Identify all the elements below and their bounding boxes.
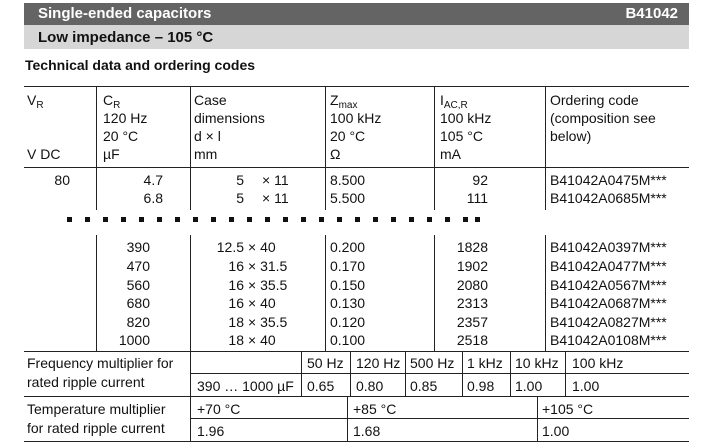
- col-cr-line2: 120 Hz: [103, 110, 148, 126]
- cell-case-d: 16: [228, 258, 244, 274]
- freq-value: 0.80: [356, 378, 384, 394]
- col-order-line3: below): [550, 128, 592, 144]
- col-cr-line3: 20 °C: [103, 128, 139, 144]
- temp-multiplier-label: Temperature multiplier: [27, 401, 166, 417]
- col-case-line3: d × l: [194, 128, 221, 144]
- temp-multiplier-label-2: for rated ripple current: [27, 420, 165, 436]
- freq-multiplier-label-2: rated ripple current: [27, 374, 145, 390]
- cell-cr: 470: [126, 258, 150, 274]
- col-zmax-line3: 20 °C: [330, 128, 366, 144]
- cell-case-l: × 11: [262, 172, 289, 188]
- cell-vr: 80: [54, 172, 70, 188]
- temp-header: +70 °C: [197, 401, 241, 417]
- freq-value: 0.98: [467, 378, 495, 394]
- col-case-line1: Case: [194, 92, 227, 108]
- cell-case-l: × 35.5: [248, 314, 288, 330]
- col-cr-unit: µF: [103, 146, 120, 162]
- col-iac-unit: mA: [440, 146, 461, 162]
- cell-iac: 111: [466, 190, 488, 206]
- cell-cr: 1000: [118, 332, 150, 348]
- temp-header: +105 °C: [542, 401, 594, 417]
- header-title: Single-ended capacitors: [38, 5, 212, 22]
- cell-zmax: 0.130: [330, 295, 366, 311]
- temp-value: 1.00: [542, 423, 570, 439]
- subheader-title: Low impedance – 105 °C: [38, 29, 214, 46]
- freq-header: 50 Hz: [307, 355, 344, 371]
- col-order-line2: (composition see: [550, 110, 656, 126]
- cell-case-d: 5: [236, 190, 244, 206]
- cell-cr: 680: [126, 295, 150, 311]
- cell-case-l: × 40: [248, 239, 276, 255]
- cell-cr: 560: [126, 277, 150, 293]
- cell-order-code: B41042A0397M***: [550, 239, 667, 255]
- freq-value: 0.65: [307, 378, 335, 394]
- cell-case-l: × 11: [262, 190, 289, 206]
- cell-iac: 2313: [456, 295, 488, 311]
- cell-iac: 2080: [456, 277, 488, 293]
- cell-zmax: 0.100: [330, 332, 366, 348]
- subheader-bar: [24, 25, 689, 49]
- cell-iac: 2357: [456, 314, 488, 330]
- cell-zmax: 0.150: [330, 277, 366, 293]
- cell-cr: 820: [126, 314, 150, 330]
- cell-cr: 390: [126, 239, 150, 255]
- freq-value: 0.85: [410, 378, 438, 394]
- cell-cr: 4.7: [143, 172, 163, 188]
- freq-header: 100 kHz: [572, 355, 624, 371]
- cell-zmax: 8.500: [330, 172, 366, 188]
- col-zmax-header: $Z_{max}$: [330, 92, 358, 111]
- temp-value: 1.96: [197, 423, 225, 439]
- cell-case-l: × 31.5: [248, 258, 288, 274]
- freq-header: 1 kHz: [467, 355, 503, 371]
- temp-header: +85 °C: [353, 401, 397, 417]
- cell-order-code: B41042A0108M***: [550, 332, 667, 348]
- cell-cr: 6.8: [143, 190, 163, 206]
- freq-header: 500 Hz: [410, 355, 455, 371]
- col-zmax-unit: Ω: [330, 146, 341, 162]
- freq-header: 120 Hz: [356, 355, 401, 371]
- col-vr-unit: V DC: [27, 146, 61, 162]
- cell-iac: 2518: [456, 332, 488, 348]
- col-vr-header: $V_R$: [27, 92, 44, 111]
- cell-case-d: 18: [228, 332, 244, 348]
- col-iac-line2: 100 kHz: [440, 110, 492, 126]
- cell-zmax: 0.120: [330, 314, 366, 330]
- section-title: Technical data and ordering codes: [25, 57, 256, 73]
- cell-order-code: B41042A0475M***: [550, 172, 667, 188]
- freq-value: 1.00: [572, 378, 600, 394]
- cell-case-d: 16: [228, 295, 244, 311]
- cell-iac: 92: [472, 172, 488, 188]
- header-bar: [24, 3, 689, 25]
- cell-order-code: B41042A0687M***: [550, 295, 667, 311]
- cell-order-code: B41042A0567M***: [550, 277, 667, 293]
- temp-value: 1.68: [353, 423, 381, 439]
- cell-order-code: B41042A0685M***: [550, 190, 667, 206]
- cell-case-d: 5: [236, 172, 244, 188]
- freq-range: 390 … 1000 µF: [197, 378, 294, 394]
- col-iac-line3: 105 °C: [440, 128, 483, 144]
- cell-case-l: × 40: [248, 295, 276, 311]
- cell-case-d: 12.5: [216, 239, 244, 255]
- freq-multiplier-label: Frequency multiplier for: [27, 355, 174, 371]
- col-case-line2: dimensions: [194, 110, 265, 126]
- col-zmax-line2: 100 kHz: [330, 110, 382, 126]
- cell-case-d: 18: [228, 314, 244, 330]
- freq-header: 10 kHz: [515, 355, 559, 371]
- col-order-line1: Ordering code: [550, 92, 639, 108]
- col-case-unit: mm: [194, 146, 218, 162]
- cell-case-l: × 35.5: [248, 277, 288, 293]
- cell-zmax: 0.200: [330, 239, 366, 255]
- header-code: B41042: [625, 5, 678, 22]
- col-iac-header: $I_{AC,R}$: [440, 92, 468, 111]
- cell-iac: 1828: [456, 239, 488, 255]
- cell-zmax: 5.500: [330, 190, 366, 206]
- cell-zmax: 0.170: [330, 258, 366, 274]
- cell-case-d: 16: [228, 277, 244, 293]
- cell-case-l: × 40: [248, 332, 276, 348]
- cell-order-code: B41042A0827M***: [550, 314, 667, 330]
- cell-iac: 1902: [456, 258, 488, 274]
- cell-order-code: B41042A0477M***: [550, 258, 667, 274]
- col-cr-header: $C_R$: [103, 92, 121, 111]
- freq-value: 1.00: [515, 378, 543, 394]
